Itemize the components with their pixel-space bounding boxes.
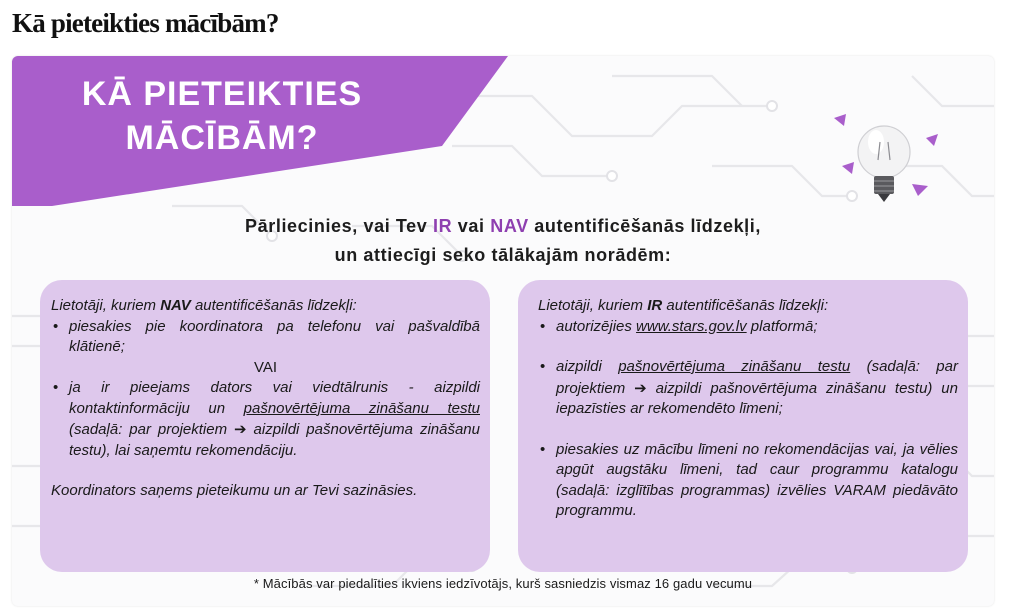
list-item — [538, 317, 958, 338]
intro-bold: NAV — [160, 297, 191, 314]
list-item — [538, 357, 958, 420]
item-text: aizpildi pašnovērtējuma zināšanu testu), lai saņemtu rekomendāciju. — [69, 421, 480, 459]
arrow-right-icon: ➔ — [634, 378, 647, 397]
infographic-card — [12, 56, 994, 606]
has-auth-box — [518, 280, 968, 572]
banner-title-line1: KĀ PIETEIKTIES — [81, 75, 363, 113]
footnote: * Mācībās var piedalīties ikviens iedzīvotājs, kurš sasniedzis vismaz 16 gadu vecumu — [253, 576, 753, 591]
no-auth-list-2 — [51, 378, 480, 461]
no-auth-list — [51, 317, 480, 358]
item-text: aizpildi — [556, 358, 619, 375]
list-item: • piesakies pie koordinatora pa telefonu vai pašvaldībā klātienē; — [51, 317, 480, 358]
banner-title — [12, 72, 432, 160]
intro-text: Lietotāji, kuriem — [51, 297, 161, 314]
item-text: (sadaļā: par projektiem — [69, 421, 235, 438]
intro-text: autentificēšanās līdzekļi: — [190, 297, 357, 314]
list-item — [51, 378, 480, 461]
self-assessment-test-link[interactable]: pašnovērtējuma zināšanu testu — [243, 399, 480, 417]
or-label: VAI — [253, 358, 278, 376]
spacer — [538, 337, 958, 357]
intro-text: autentificēšanās līdzekļi: — [662, 297, 829, 314]
item-text: ja ir pieejams dators vai viedtālrunis - aizpildi kontaktinformāciju un — [69, 379, 480, 417]
intro-bold: IR — [647, 297, 663, 314]
headline-text: Pārliecinies, vai Tev — [245, 216, 433, 236]
item-text: autorizējies — [556, 317, 637, 335]
arrow-right-icon: ➔ — [234, 420, 247, 438]
has-auth-list — [538, 317, 958, 522]
headline-ir: IR — [433, 216, 453, 236]
page-heading: Kā pieteikties mācībām? — [12, 8, 279, 38]
coordinator-note: Koordinators saņems pieteikumu un ar Tevi sazināsies. — [51, 482, 418, 499]
no-auth-intro — [51, 296, 480, 317]
list-item: • piesakies uz mācību līmeni no rekomendācijas vai, ja vēlies apgūt augstāku līmeni, tad caur programmu katalogu (sadaļā: izglītības programmas) izvēlies VARAM piedāvāto programmu. — [538, 440, 958, 522]
self-assessment-test-link[interactable]: pašnovērtējuma zināšanu testu — [618, 358, 851, 375]
headline-nav: NAV — [490, 216, 529, 236]
headline-line1 — [12, 212, 994, 241]
lightbulb-icon — [834, 114, 944, 214]
no-auth-box — [40, 280, 490, 572]
headline-text: autentificēšanās līdzekļi, — [528, 216, 761, 236]
banner-title-line2: MĀCĪBĀM? — [125, 119, 319, 157]
item-text: aizpildi pašnovērtējuma zināšanu testu) un iepazīsties ar rekomendēto līmeni; — [556, 379, 958, 417]
stars-link[interactable]: www.stars.gov.lv — [636, 317, 747, 335]
headline-text: vai — [452, 216, 491, 236]
has-auth-intro — [538, 296, 958, 317]
item-text: (sadaļā: par projektiem — [556, 358, 958, 397]
item-text: platformā; — [746, 317, 818, 335]
headline-line2: un attiecīgi seko tālākajām norādēm: — [334, 245, 672, 265]
headline — [12, 212, 994, 270]
intro-text: Lietotāji, kuriem — [538, 297, 648, 314]
spacer — [538, 420, 958, 440]
